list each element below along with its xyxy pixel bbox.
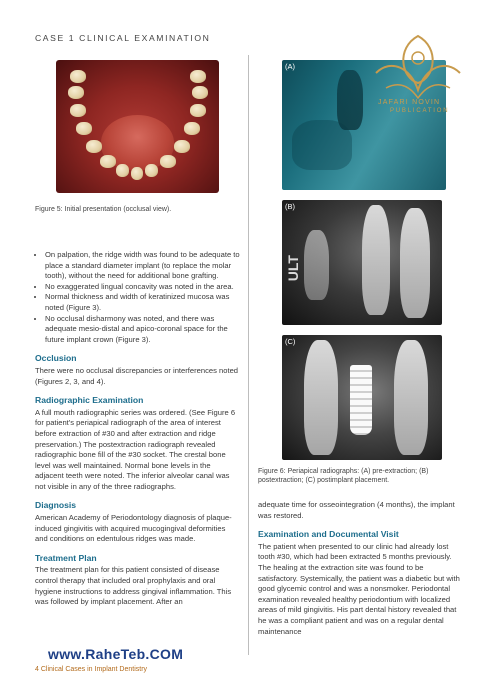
xray-b-image — [282, 200, 442, 325]
xray-c-label: (C) — [285, 337, 296, 346]
exam-text: The patient when presented to our clinic had already lost tooth #30, which had been extracted 5 months previously. The healing at the extraction site was found to be satisfactory. Systemically, the patient was a diabetic but with good glycemic control and was a nonsmoker. Periodontal examination revealed healthy periodontium with localized areas of mild gingivitis. His part dental history revealed that he was a compliant patient and was on a regular dental maintenance — [258, 541, 460, 636]
tooth — [86, 140, 102, 153]
logo-name: JAFARI NOVIN — [378, 99, 441, 106]
xray-b-label: (B) — [285, 202, 295, 211]
running-head: CASE 1 CLINICAL EXAMINATION — [35, 33, 211, 43]
exam-bullet-list — [35, 250, 240, 345]
list-item: • On palpation, the ridge width was found to be adequate to place a standard diameter implant (to replace the molar tooth), without the need for additional bone grafting. — [45, 250, 240, 282]
list-item: • No occlusal disharmony was noted, and there was adequate mesio-distal and apico-coronal space for the future implant crown (Figure 3). — [45, 314, 240, 346]
radiographic-text: A full mouth radiographic series was ordered. (See Figure 6 for patient's periapical radiograph of the area of interest before extraction of #30 and after extraction and ridge preservation.) The postextraction radiograph revealed radiographic bone fill of the #30 socket. The crestal bone level was well maintained. Normal bone levels in the adjacent teeth were noted. The inferior alveolar canal was not visible in any of the three radiographs. — [35, 407, 236, 491]
diagnosis-text: American Academy of Periodontology diagnosis of plaque-induced gingivitis with acquired mucogingival deformities and conditions on edentulous ridges was made. — [35, 513, 232, 544]
column-divider — [248, 55, 249, 655]
xray-c-image — [282, 335, 442, 460]
figure5-occlusal-photo — [56, 60, 219, 193]
occlusion-text: There were no occlusal discrepancies or interferences noted (Figures 2, 3, and 4). — [35, 365, 239, 386]
list-item: • Normal thickness and width of keratinized mucosa was noted (Figure 3). — [45, 292, 240, 313]
tooth — [192, 86, 208, 99]
figure6-caption: Figure 6: Periapical radiographs: (A) pre-extraction; (B) postextraction; (C) postimplant placement. — [258, 468, 429, 485]
tooth — [190, 70, 206, 83]
figure5-caption: Figure 5: Initial presentation (occlusal view). — [35, 206, 172, 213]
xray-a-label: (A) — [285, 62, 295, 71]
occlusion-heading: Occlusion — [35, 353, 77, 364]
tooth — [174, 140, 190, 153]
tooth — [160, 155, 176, 168]
tooth-root — [394, 340, 428, 455]
xray-b-side-text: ULT — [285, 255, 301, 282]
logo-subtitle: PUBLICATION — [390, 108, 450, 114]
continued-text: adequate time for osseointegration (4 months), the implant was restored. — [258, 500, 455, 520]
exam-heading: Examination and Documental Visit — [258, 529, 399, 540]
tooth — [184, 122, 200, 135]
tooth — [190, 104, 206, 117]
tooth-root — [362, 205, 390, 315]
page-footer: 4 Clinical Cases in Implant Dentistry — [35, 666, 148, 673]
left-column-body — [35, 250, 240, 608]
tooth — [100, 155, 116, 168]
treatment-heading: Treatment Plan — [35, 552, 97, 563]
tooth — [145, 164, 158, 177]
tooth-root — [400, 208, 430, 318]
tooth — [131, 167, 143, 180]
list-item: • No exaggerated lingual concavity was noted in the area. — [45, 282, 240, 293]
tooth — [70, 104, 86, 117]
implant-shape — [350, 365, 372, 435]
radiographic-heading: Radiographic Examination — [35, 395, 144, 406]
tooth — [70, 70, 86, 83]
site-watermark: www.RaheTeb.COM — [48, 646, 184, 662]
diagnosis-heading: Diagnosis — [35, 500, 77, 511]
tooth-root — [304, 340, 338, 455]
tooth — [68, 86, 84, 99]
right-column-body — [258, 500, 463, 637]
treatment-text: The treatment plan for this patient consisted of disease control therapy that included oral prophylaxis and oral hygiene instructions to address gingival inflammation. This was followed by implant placement. After an — [35, 565, 232, 607]
tooth-root — [304, 230, 329, 300]
tooth — [116, 164, 129, 177]
tooth — [76, 122, 92, 135]
bone-shadow — [292, 120, 352, 170]
